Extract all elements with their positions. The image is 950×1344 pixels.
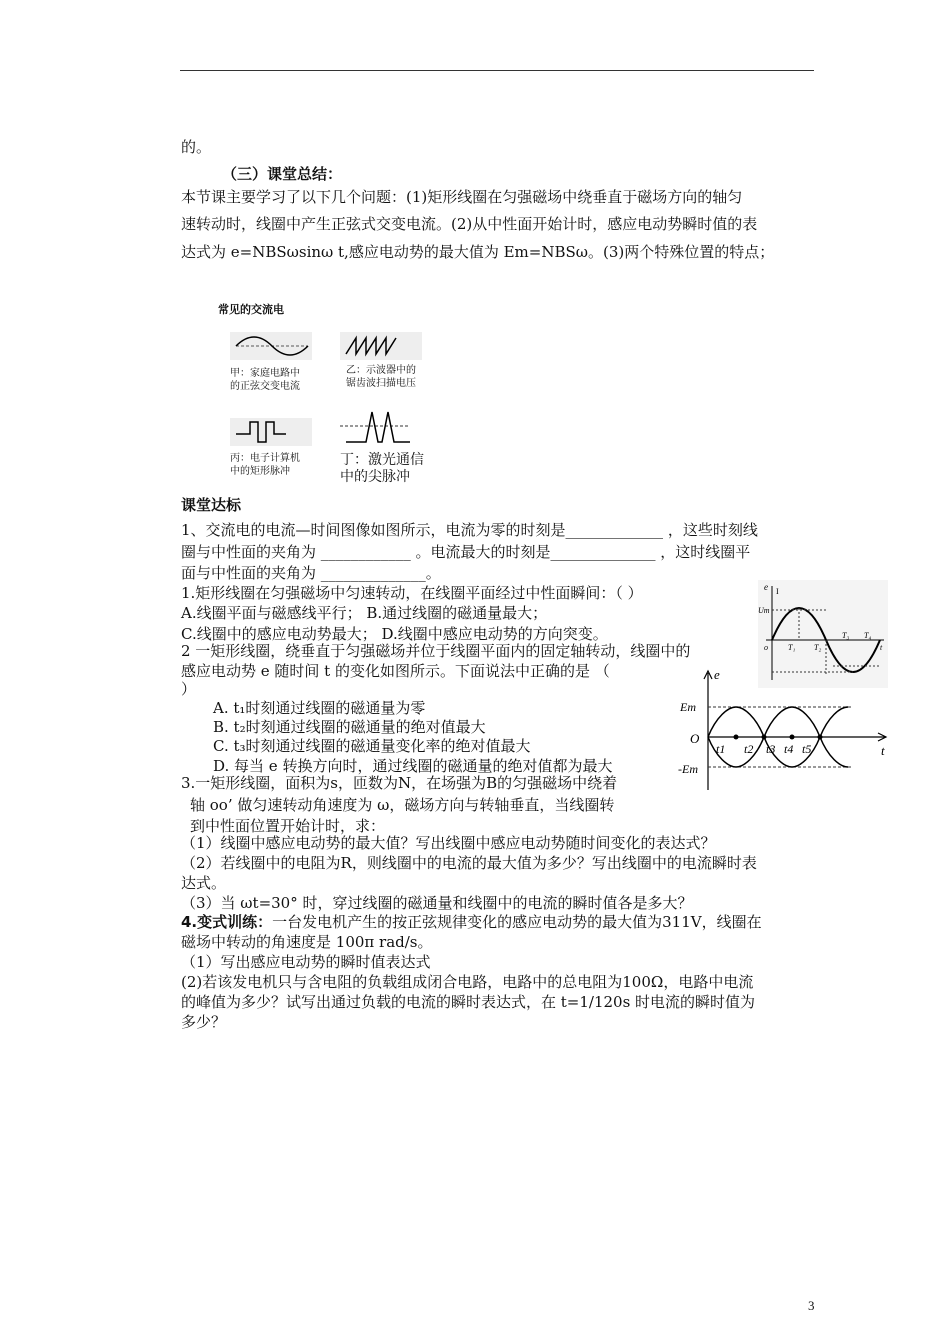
- q3-line: （1）线圈中感应电动势的最大值？写出线圈中感应电动势随时间变化的表达式？: [181, 834, 716, 852]
- q4-label: 4.变式训练：: [181, 913, 273, 931]
- q0-line: 1、交流电的电流—时间图像如图所示，电流为零的时刻是_____________ ，这些时刻线: [181, 521, 758, 539]
- q3-line: 达式。: [181, 874, 227, 892]
- q4-line: 4.变式训练：一台发电机产生的按正弦规律变化的感应电动势的最大值为311V，线圈在: [181, 913, 762, 931]
- q4-line: (2)若该发电机只与含电阻的负载组成闭合电路，电路中的总电阻为100Ω，电路中电流: [181, 973, 754, 991]
- origin-label: o: [764, 643, 768, 652]
- header-rule: [180, 70, 814, 71]
- continuation-text: 的。: [181, 138, 212, 156]
- q2-stem: 2 一矩形线圈，绕垂直于匀强磁场并位于线圈平面内的固定轴转动，线圈中的: [181, 642, 691, 660]
- q3-line: 3.一矩形线圈，面积为s，匝数为N，在场强为B的匀强磁场中绕着: [181, 774, 618, 792]
- um-label: Um: [758, 606, 770, 615]
- q2-option: B. t₂时刻通过线圈的磁通量的绝对值最大: [213, 718, 486, 736]
- tick-label: t5: [802, 742, 812, 756]
- em-label: Em: [680, 700, 696, 714]
- t3-label: T₃: [842, 631, 850, 640]
- tick-label: t4: [784, 742, 794, 756]
- caption-c: 丙：电子计算机 中的矩形脉冲: [230, 453, 300, 477]
- summary-line: 速转动时，线圈中产生正弦式交变电流。(2)从中性面开始计时，感应电动势瞬时值的表: [181, 215, 758, 233]
- summary-line: 达式为 e=NBSωsinω t,感应电动势的最大值为 Em=NBSω。(3)两个特殊位置的特点；: [181, 243, 775, 261]
- q4-line: 多少？: [181, 1013, 227, 1031]
- emf-time-graph: [676, 665, 898, 795]
- q2-stem: 感应电动势 e 随时间 t 的变化如图所示。下面说法中正确的是 （: [181, 662, 610, 680]
- q4-line: 的峰值为多少？试写出通过负载的电流的瞬时表达式，在 t=1/120s 时电流的瞬时值为: [181, 993, 756, 1011]
- page-number: 3: [808, 1298, 815, 1313]
- tick-mark: [818, 735, 823, 740]
- y-label: e: [714, 667, 720, 682]
- q1-option: C.线圈中的感应电动势最大； D.线圈中感应电动势的方向突变。: [181, 625, 608, 643]
- exercises-heading: 课堂达标: [181, 496, 242, 514]
- y-label: e: [764, 582, 768, 592]
- tick-mark: [790, 735, 795, 740]
- summary-line: 本节课主要学习了以下几个问题：(1)矩形线圈在匀强磁场中绕垂直于磁场方向的轴匀: [181, 188, 743, 206]
- q3-line: 到中性面位置开始计时，求：: [190, 817, 386, 835]
- q2-stem: ）: [181, 680, 197, 698]
- q4-line: （1）写出感应电动势的瞬时值表达式: [181, 953, 431, 971]
- summary-heading: （三）课堂总结：: [222, 165, 343, 183]
- q3-line: 轴 oo’ 做匀速转动角速度为 ω，磁场方向与转轴垂直，当线圈转: [190, 796, 615, 814]
- t-label: t: [881, 743, 885, 758]
- t-label: t: [880, 643, 883, 652]
- im-label: I: [776, 587, 779, 596]
- q3-line: （2）若线圈中的电阻为R，则线圈中的电流的最大值为多少？写出线圈中的电流瞬时表: [181, 854, 757, 872]
- q2-option: D. 每当 e 转换方向时，通过线圈的磁通量的绝对值都为最大: [213, 757, 613, 775]
- spike-pulse-wave: [346, 412, 410, 442]
- neg-em-label: -Em: [678, 762, 698, 776]
- q1-option: A.线圈平面与磁感线平行； B.通过线圈的磁通量最大；: [181, 604, 548, 622]
- t1-label: T₁: [788, 643, 796, 652]
- q4-line: 磁场中转动的角速度是 100π rad/s。: [181, 933, 433, 951]
- t2-label: T₂: [814, 643, 822, 652]
- q2-option: A. t₁时刻通过线圈的磁通量为零: [213, 699, 426, 717]
- caption-a: 甲：家庭电路中 的正弦交变电流: [230, 368, 300, 392]
- origin-label: O: [690, 731, 700, 746]
- figure-title: 常见的交流电: [218, 303, 284, 316]
- q3-line: （3）当 ωt=30° 时，穿过线圈的磁通量和线圈中的电流的瞬时值各是多大？: [181, 894, 693, 912]
- q0-line: 圈与中性面的夹角为 ____________ 。电流最大的时刻是______________ ，这时线圈平: [181, 543, 751, 561]
- caption-b: 乙：示波器中的 锯齿波扫描电压: [346, 365, 416, 389]
- tick-mark: [762, 735, 767, 740]
- tick-label: t2: [744, 742, 754, 756]
- caption-d: 丁：激光通信 中的尖脉冲: [340, 452, 424, 485]
- q0-line: 面与中性面的夹角为 ______________。: [181, 564, 441, 582]
- tick-label: t1: [716, 742, 726, 756]
- q1-stem: 1.矩形线圈在匀强磁场中匀速转动，在线圈平面经过中性面瞬间：（ ）: [181, 584, 643, 602]
- tick-label: t3: [766, 742, 776, 756]
- t4-label: T₄: [864, 631, 872, 640]
- q2-option: C. t₃时刻通过线圈的磁通量变化率的绝对值最大: [213, 737, 531, 755]
- tick-mark: [734, 735, 739, 740]
